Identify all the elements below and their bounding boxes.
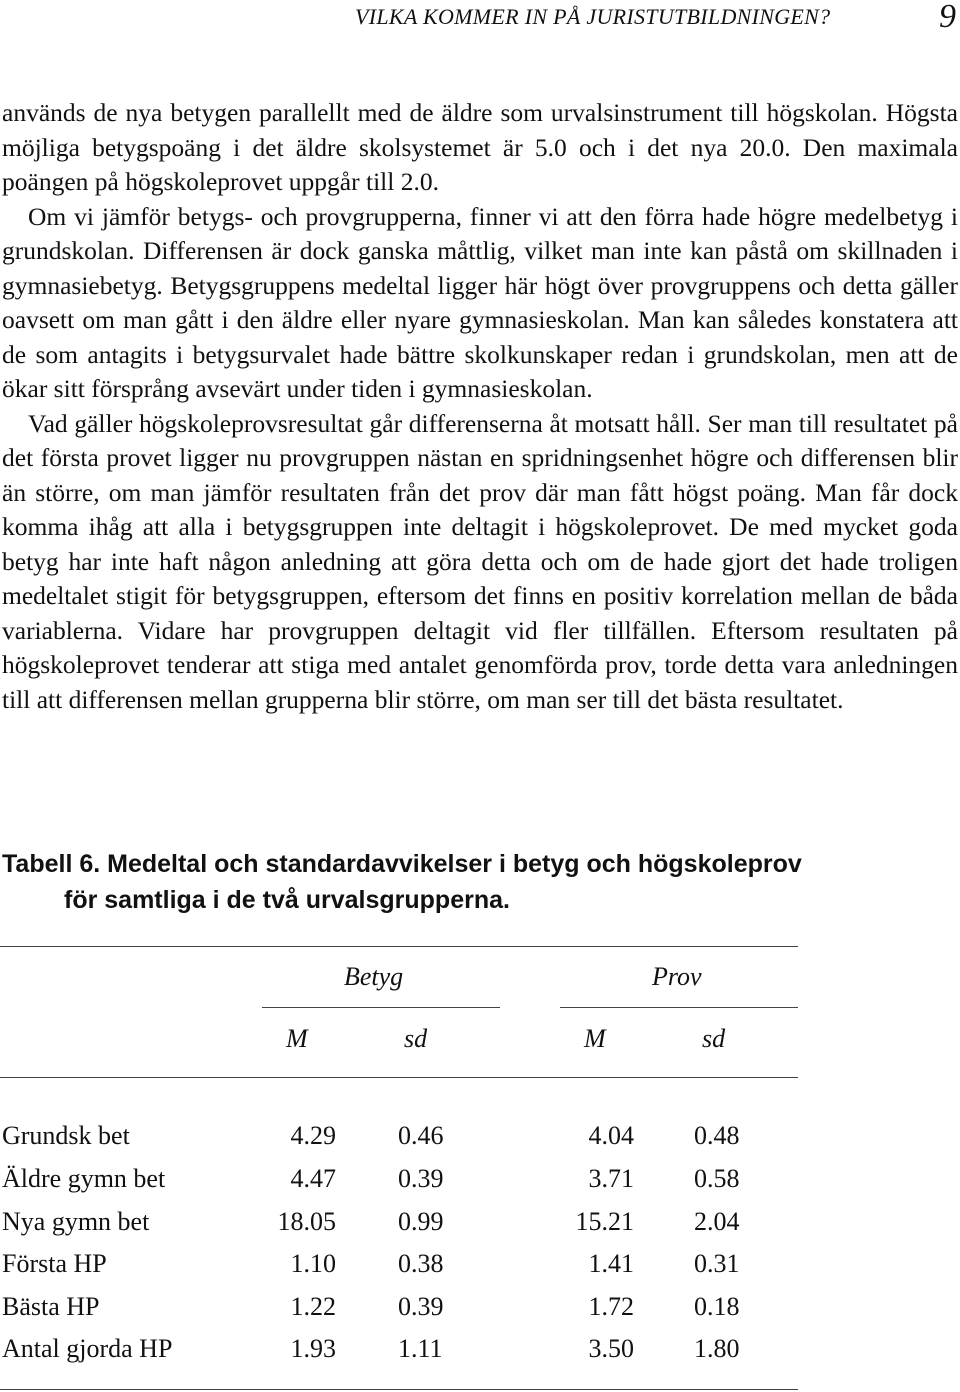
row-label: Antal gjorda HP <box>2 1334 173 1363</box>
cell: 15.21 <box>575 1207 634 1236</box>
cell: 4.04 <box>588 1121 634 1150</box>
table-bottom-rule <box>0 1389 798 1390</box>
cell: 3.71 <box>588 1164 634 1193</box>
cell: 1.80 <box>694 1334 740 1363</box>
group-head-prov: Prov <box>652 962 702 991</box>
cell: 0.58 <box>694 1164 740 1193</box>
row-label: Första HP <box>2 1249 107 1278</box>
paragraph: Om vi jämför betygs- och provgrupperna, finner vi att den förra hade högre medelbetyg i grundskolan. Differensen är dock ganska måttlig, vilket man inte kan påstå om skillnaden i gymnasiebetyg. Betygsgruppens medeltal ligger här högt över provgruppens och detta gäller oavsett om man gått i den äldre eller nyare gymnasieskolan. Man kan således konstatera att de som antagits i betygsurvalet hade bättre skolkunskaper redan i grundskolan, men att de ökar sitt försprång avsevärt under tiden i gymnasieskolan. <box>2 201 958 403</box>
cell: 0.99 <box>398 1207 444 1236</box>
cell: 1.93 <box>290 1334 336 1363</box>
col-head-betyg-m: M <box>286 1024 308 1053</box>
cell: 0.18 <box>694 1292 740 1321</box>
cell: 0.39 <box>398 1164 444 1193</box>
cell: 3.50 <box>588 1334 634 1363</box>
cell: 2.04 <box>694 1207 740 1236</box>
table-caption <box>2 846 958 918</box>
group-rule-betyg <box>262 1007 500 1008</box>
row-label: Bästa HP <box>2 1292 100 1321</box>
cell: 0.48 <box>694 1121 740 1150</box>
cell: 1.72 <box>588 1292 634 1321</box>
row-label: Grundsk bet <box>2 1121 130 1150</box>
row-label: Äldre gymn bet <box>2 1164 166 1193</box>
cell: 1.11 <box>398 1334 443 1363</box>
row-label: Nya gymn bet <box>2 1207 150 1236</box>
paragraph: Vad gäller högskoleprovsresultat går differenserna åt motsatt håll. Ser man till resultatet på det första provet ligger nu provgruppen nästan en spridningsenhet högre och differensen blir än större, om man jämför resultaten från det prov där man fått högst poäng. Man får dock komma ihåg att alla i betygsgruppen inte deltagit i högskoleprovet. De med mycket goda betyg har inte haft någon anledning att göra detta och om de hade gjort det hade troligen medeltalet stigit för betygsgruppen, eftersom det finns en positiv korrelation mellan de båda variablerna. Vidare har provgruppen deltagit vid fler tillfällen. Eftersom resultaten på högskoleprovet tenderar att stiga med antalet genomförda prov, torde detta vara anledningen till att differensen mellan grupperna blir större, om man ser till det bästa resultatet. <box>2 408 958 714</box>
cell: 18.05 <box>277 1207 336 1236</box>
cell: 4.47 <box>290 1164 336 1193</box>
table-top-rule <box>0 946 798 947</box>
cell: 4.29 <box>290 1121 336 1150</box>
cell: 0.46 <box>398 1121 444 1150</box>
table-caption-line2: för samtliga i de två urvalsgrupperna. <box>64 886 510 914</box>
cell: 1.41 <box>588 1249 634 1278</box>
paragraph: används de nya betygen parallellt med de äldre som urvalsinstrument till högskolan. Högsta möjliga betygspoäng i det äldre skolsystemet är 5.0 och i det nya 20.0. Den maximala poängen på högskoleprovet uppgår till 2.0. <box>2 98 958 196</box>
page-number: 9 <box>939 0 956 35</box>
cell: 1.22 <box>290 1292 336 1321</box>
running-head: VILKA KOMMER IN PÅ JURISTUTBILDNINGEN? <box>355 4 831 29</box>
cell: 0.31 <box>694 1249 740 1278</box>
body-text <box>2 96 958 717</box>
col-head-prov-sd: sd <box>702 1024 726 1053</box>
col-head-prov-m: M <box>584 1024 606 1053</box>
cell: 0.38 <box>398 1249 444 1278</box>
cell: 0.39 <box>398 1292 444 1321</box>
group-head-betyg: Betyg <box>344 962 404 991</box>
table-caption-line1: Tabell 6. Medeltal och standardavvikelser i betyg och högskoleprov <box>2 850 802 878</box>
header-rule <box>0 1077 798 1078</box>
page-header <box>0 0 960 40</box>
group-rule-prov <box>560 1007 798 1008</box>
col-head-betyg-sd: sd <box>404 1024 428 1053</box>
cell: 1.10 <box>290 1249 336 1278</box>
